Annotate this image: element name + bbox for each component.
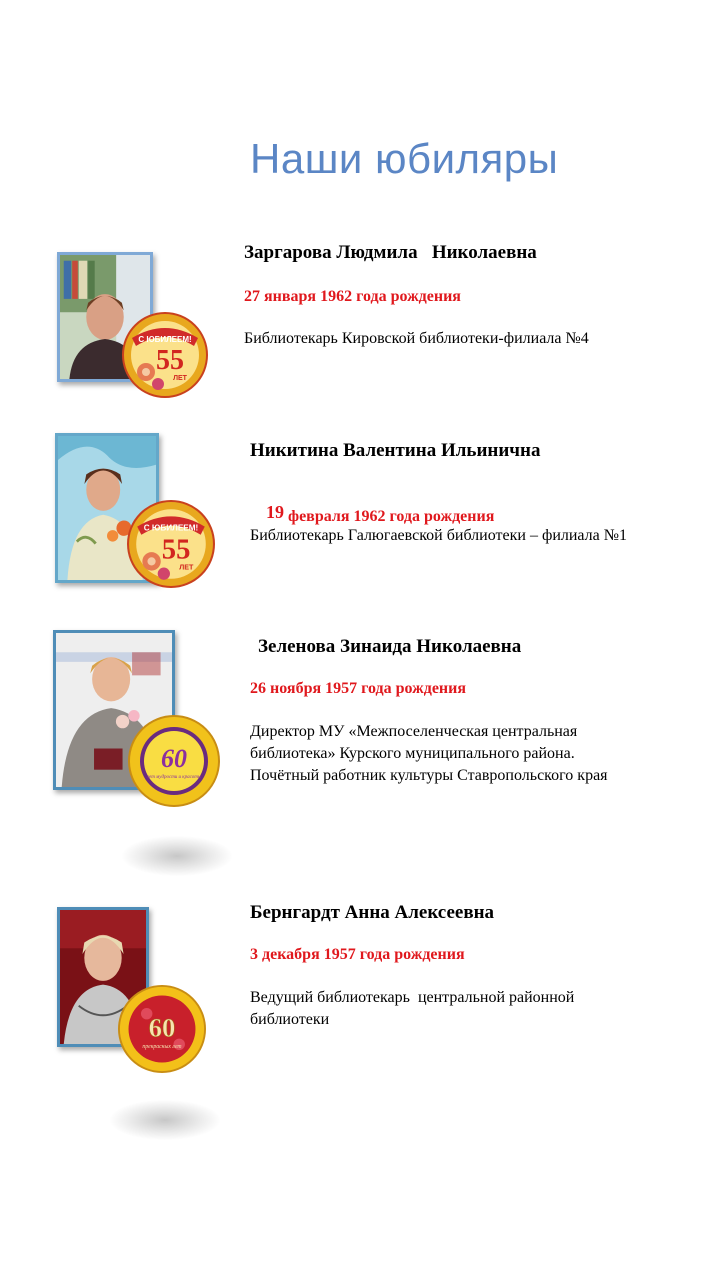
birth-day: 19	[266, 502, 284, 522]
birth-date-rest: февраля 1962 года рождения	[284, 508, 495, 525]
badge-bottom-text: лет мудрости и красоты	[146, 775, 202, 780]
badge-number: 60	[148, 1012, 176, 1043]
badge-top-text: С ЮБИЛЕЕМ!	[143, 523, 199, 533]
birth-date: 27 января 1962 года рождения	[244, 288, 461, 305]
page-title: Наши юбиляры	[250, 135, 559, 182]
position-line: Ведущий библиотекарь центральной районной	[250, 989, 575, 1006]
position-line: Почётный работник культуры Ставропольского края	[250, 767, 608, 784]
badge-bottom-text: прекрасных лет	[142, 1044, 182, 1051]
badge-bottom-text: ЛЕТ	[173, 375, 187, 382]
badge-shadow	[122, 836, 232, 876]
badge-number: 60	[161, 744, 187, 773]
position-line: Библиотекарь Галюгаевской библиотеки – филиала №1	[250, 527, 628, 544]
jubilee-badge-55	[127, 500, 215, 588]
position-line: библиотеки	[250, 1011, 330, 1028]
jubilee-badge-60	[118, 985, 206, 1073]
badge-number: 55	[161, 533, 191, 566]
jubilee-badge-55	[122, 312, 208, 398]
badge-number: 55	[156, 345, 184, 376]
jubilee-badge-60	[128, 715, 220, 807]
birth-date: 3 декабря 1957 года рождения	[250, 946, 465, 963]
badge-top-text: С ЮБИЛЕЕМ!	[138, 335, 192, 344]
person-name: Зеленова Зинаида Николаевна	[258, 636, 522, 657]
birth-date: 26 ноября 1957 года рождения	[250, 680, 467, 697]
person-name: Бернгардт Анна Алексеевна	[250, 902, 495, 923]
position-line: Библиотекарь Кировской библиотеки-филиала №4	[244, 330, 589, 347]
person-name: Заргарова Людмила Николаевна	[244, 242, 537, 263]
position-line: библиотека» Курского муниципального района.	[250, 745, 575, 762]
person-name: Никитина Валентина Ильинична	[250, 440, 541, 461]
badge-shadow	[110, 1100, 220, 1140]
position-line: Директор МУ «Межпоселенческая центральная	[250, 723, 578, 740]
badge-bottom-text: ЛЕТ	[179, 563, 194, 572]
